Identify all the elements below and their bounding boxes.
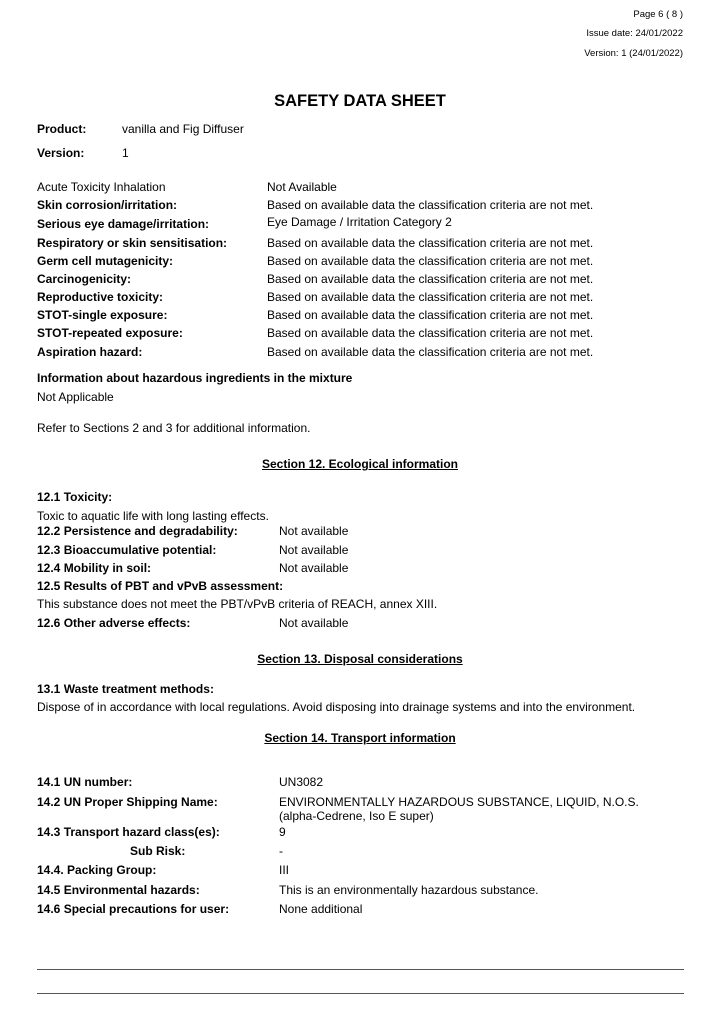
env-hazards-label: 14.5 Environmental hazards: <box>37 883 200 897</box>
issue-date: Issue date: 24/01/2022 <box>586 28 683 39</box>
special-precautions-value: None additional <box>279 902 363 916</box>
hazard-class-label: 14.3 Transport hazard class(es): <box>37 825 220 839</box>
bioaccumulative-label: 12.3 Bioaccumulative potential: <box>37 543 217 557</box>
section-13-heading: Section 13. Disposal considerations <box>257 652 463 666</box>
refer-sections-text: Refer to Sections 2 and 3 for additional information. <box>37 421 311 435</box>
tox-value-acute: Not Available <box>267 180 337 194</box>
other-effects-label: 12.6 Other adverse effects: <box>37 616 191 630</box>
persistence-value: Not available <box>279 524 349 538</box>
tox-label-stot-repeated: STOT-repeated exposure: <box>37 326 183 340</box>
tox-value-skin: Based on available data the classification criteria are not met. <box>267 198 594 212</box>
tox-label-skin: Skin corrosion/irritation: <box>37 198 178 212</box>
pbt-text: This substance does not meet the PBT/vPvB criteria of REACH, annex XIII. <box>37 597 438 611</box>
footer-rule-bottom <box>37 993 684 994</box>
un-number-value: UN3082 <box>279 775 324 789</box>
section-14-heading: Section 14. Transport information <box>264 731 456 745</box>
tox-label-eye: Serious eye damage/irritation: <box>37 217 210 231</box>
mobility-label: 12.4 Mobility in soil: <box>37 561 152 575</box>
document-title: SAFETY DATA SHEET <box>274 92 446 110</box>
tox-label-repro: Reproductive toxicity: <box>37 290 164 304</box>
toxicity-label: 12.1 Toxicity: <box>37 490 113 504</box>
section-12-heading: Section 12. Ecological information <box>261 457 459 471</box>
version-header: Version: 1 (24/01/2022) <box>584 48 683 59</box>
shipping-name-value: ENVIRONMENTALLY HAZARDOUS SUBSTANCE, LIQUID, N.O.S. <box>279 795 639 809</box>
packing-group-label: 14.4. Packing Group: <box>37 863 157 877</box>
tox-value-repro: Based on available data the classification criteria are not met. <box>267 290 594 304</box>
tox-value-eye: Eye Damage / Irritation Category 2 <box>267 215 452 229</box>
tox-value-germ: Based on available data the classification criteria are not met. <box>267 254 594 268</box>
sub-risk-value: - <box>279 844 283 858</box>
tox-value-carc: Based on available data the classification criteria are not met. <box>267 272 594 286</box>
special-precautions-label: 14.6 Special precautions for user: <box>37 902 230 916</box>
tox-value-stot-single: Based on available data the classification criteria are not met. <box>267 308 594 322</box>
tox-label-carc: Carcinogenicity: <box>37 272 132 286</box>
shipping-name-value-detail: (alpha-Cedrene, Iso E super) <box>279 809 434 823</box>
pbt-label: 12.5 Results of PBT and vPvB assessment: <box>37 579 284 593</box>
env-hazards-value: This is an environmentally hazardous substance. <box>279 883 539 897</box>
tox-label-germ: Germ cell mutagenicity: <box>37 254 174 268</box>
tox-label-acute: Acute Toxicity Inhalation <box>37 180 166 194</box>
tox-value-aspiration: Based on available data the classification criteria are not met. <box>267 345 594 359</box>
footer-rule-top <box>37 969 684 970</box>
toxicity-text: Toxic to aquatic life with long lasting effects. <box>37 509 269 523</box>
waste-treatment-label: 13.1 Waste treatment methods: <box>37 682 214 696</box>
version-value: 1 <box>122 146 129 160</box>
packing-group-value: III <box>279 863 290 877</box>
version-label: Version: <box>37 146 85 160</box>
sub-risk-label: Sub Risk: <box>130 844 186 858</box>
tox-value-stot-repeated: Based on available data the classification criteria are not met. <box>267 326 594 340</box>
product-label: Product: <box>37 122 87 136</box>
shipping-name-label: 14.2 UN Proper Shipping Name: <box>37 795 218 809</box>
other-effects-value: Not available <box>279 616 349 630</box>
un-number-label: 14.1 UN number: <box>37 775 133 789</box>
waste-treatment-text: Dispose of in accordance with local regulations. Avoid disposing into drainage systems and into the environment. <box>37 700 636 714</box>
tox-label-resp: Respiratory or skin sensitisation: <box>37 236 228 250</box>
hazardous-ingredients-text: Not Applicable <box>37 390 114 404</box>
page-number: Page 6 ( 8 ) <box>633 9 683 20</box>
hazardous-ingredients-heading: Information about hazardous ingredients in the mixture <box>37 371 353 385</box>
tox-label-stot-single: STOT-single exposure: <box>37 308 168 322</box>
bioaccumulative-value: Not available <box>279 543 349 557</box>
persistence-label: 12.2 Persistence and degradability: <box>37 524 238 538</box>
mobility-value: Not available <box>279 561 349 575</box>
tox-value-resp: Based on available data the classification criteria are not met. <box>267 236 594 250</box>
product-value: vanilla and Fig Diffuser <box>122 122 244 136</box>
tox-label-aspiration: Aspiration hazard: <box>37 345 143 359</box>
hazard-class-value: 9 <box>279 825 286 839</box>
